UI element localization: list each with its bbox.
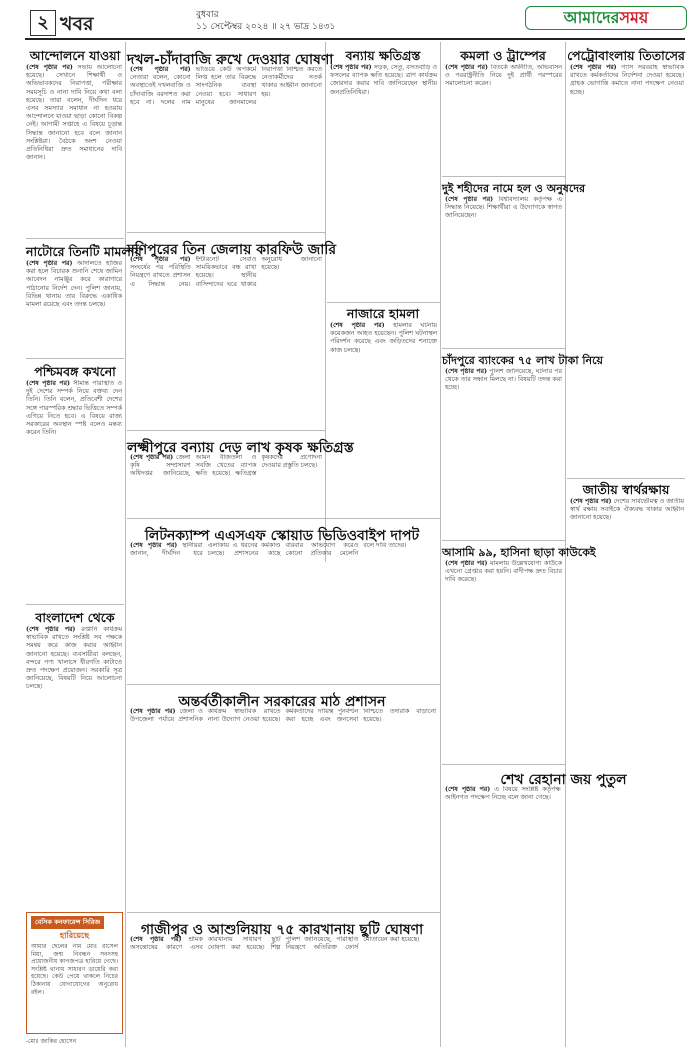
article-headline[interactable]: দখল-চাঁদাবাজি রুখে দেওয়ার ঘোষণা [127,52,334,68]
article-separator [327,302,440,303]
article-separator [26,358,124,359]
article-body [130,542,436,680]
article-text: জেলা কৃষি সম্প্রসারণ অধিদপ্তর জানিয়েছে, আমন বীজতলা ও সবজি খেতের ব্যাপক ক্ষতি হয়েছে। ক্ষতিগ্রস্ত কৃষকদের প্রণোদনা দেওয়ার প্রস্তুতি চলছে। [130,454,322,478]
article-body [330,322,437,512]
article-body [130,66,322,226]
notice-heading: হারিয়েছে [59,931,90,940]
article-text: হামলার ঘটনায় কয়েকজন আহত হয়েছেন। পুলিশ ঘটনাস্থল পরিদর্শন করেছে এবং জড়িতদের শনাক্তে কাজ চলছে। [330,322,437,354]
notice-box [26,912,123,1034]
issue-date-line: ১১ সেপ্টেম্বর ২০২৪ ॥ ২৭ ভাদ্র ১৪৩১ [196,22,336,32]
article-body [445,560,562,760]
article-separator [127,232,325,233]
masthead [0,0,700,42]
article-headline[interactable]: নাজারে হামলা [346,306,420,321]
article-separator [127,430,325,431]
article-lead: (শেষ পৃষ্ঠার পর) [130,256,191,263]
article-body [130,454,322,514]
article-body [130,936,436,1044]
article-body [26,380,122,602]
article-text: রপ্তানি কার্যক্রম স্বাভাবিক রাখতে সংশ্লিষ্ট সব পক্ষকে সমন্বয় করে কাজ করার আহ্বান জানানো হয়েছে। ব্যবসায়ীরা বলছেন, বন্দরে পণ্য খালাসে ধীরগতি কাটাতে দ্রুত পদক্ষেপ প্রয়োজন। সরকারি সূত্র জানিয়েছে, বিষয়টি নিয়ে আলোচনা চলছে। [26,626,122,691]
column-divider [325,42,326,562]
article-separator [442,540,565,541]
article-headline[interactable]: চাঁদপুরে ব্যাংকের ৭৫ লাখ টাকা নিয়ে [442,354,603,367]
issue-day: বুধবার [196,10,219,20]
article-text: সংঘর্ষের পর পরিস্থিতি নিয়ন্ত্রণে রাখতে প্রশাসন এ সিদ্ধান্ত নেয়। ইন্টারনেট সেবাও সাময়িকভাবে বন্ধ রাখা হয়েছে। স্থানীয় বাসিন্দাদের ঘরে থাকার অনুরোধ জানানো হয়েছে। [130,256,322,288]
logo-right: সময় [619,8,649,27]
article-text: আদালতে হাজির করা হলে বিচারক শুনানি শেষে জামিন আবেদন নামঞ্জুর করে কারাগারে পাঠানোর নির্দেশ দেন। পুলিশ জানায়, বিভিন্ন থানায় তার বিরুদ্ধে একাধিক মামলা রয়েছে এবং তদন্ত চলছে। [26,260,122,309]
article-text: জেলা ও উপজেলা পর্যায়ে প্রশাসনিক কার্যক্রম স্বাভাবিক রাখতে নানা উদ্যোগ নেওয়া হয়েছে। কর্মকর্তাদের দায়িত্ব পুনর্বণ্টন করা হচ্ছে এবং জনসেবা নিশ্চিতে তদারকি বাড়ানো হয়েছে। [130,708,436,724]
article-headline[interactable]: দুই শহীদের নামে হল ও অনুষদের [442,182,586,195]
article-headline[interactable]: বন্যায় ক্ষতিগ্রস্ত [345,48,421,63]
article-body [445,64,562,174]
article-headline[interactable]: আসামি ৯৯, হাসিনা ছাড়া কাউকেই [442,546,596,559]
article-separator [442,348,565,349]
column-divider [125,42,126,1047]
article-headline[interactable]: পশ্চিমবঙ্গ কখনো [34,364,116,379]
article-text: সড়ক, সেতু, বসতবাড়ি ও ফসলের ব্যাপক ক্ষতি হয়েছে। ত্রাণ কার্যক্রম জোরদার করার দাবি জানিয়েছেন স্থানীয় জনপ্রতিনিধিরা। [330,64,437,96]
article-lead: (শেষ পৃষ্ঠার পর) [330,322,385,329]
article-text: বিতর্কে অর্থনীতি, অভিবাসন ও পররাষ্ট্রনীতি নিয়ে দুই প্রার্থী পরস্পরের সমালোচনা করেন। [445,64,562,88]
article-separator [442,176,565,177]
article-body [570,64,684,476]
article-text: বিশ্ববিদ্যালয় কর্তৃপক্ষ এ সিদ্ধান্ত নিয়েছে। শিক্ষার্থীরা এ উদ্যোগকে স্বাগত জানিয়েছেন। [445,196,562,220]
article-text: সীমান্ত পরিস্থিতি ও দুই দেশের সম্পর্ক নিয়ে বক্তব্য দেন তিনি। তিনি বলেন, প্রতিবেশী দেশের সঙ্গে পারস্পরিক শ্রদ্ধার ভিত্তিতে সম্পর্ক এগিয়ে নিতে হবে। এ বিষয়ে রাজ্য সরকারের অবস্থান স্পষ্ট বলেও মন্তব্য করেন তিনি। [26,380,122,437]
article-text: পুলিশ জানিয়েছে, ঘটনার পর থেকে তার সন্ধান মিলছে না। বিষয়টি তদন্ত করা হচ্ছে। [445,368,562,392]
article-headline[interactable]: নাটোরে তিনটি মামলায় [26,244,142,259]
article-headline[interactable]: কমলা ও ট্রাম্পের [460,48,546,63]
article-headline[interactable]: লক্ষ্মীপুরে বন্যায় দেড় লাখ কৃষক ক্ষতিগ্রস্ত [127,440,354,456]
article-headline[interactable]: মণিপুরের তিন জেলায় কারফিউ জারি [127,242,337,258]
article-text: মামলায় উল্লেখযোগ্য কাউকে এখনো গ্রেপ্তার করা হয়নি। বাদীপক্ষ দ্রুত বিচার দাবি করেছে। [445,560,562,584]
article-headline[interactable]: জাতীয় স্বার্থরক্ষায় [582,482,670,497]
article-lead: (শেষ পৃষ্ঠার পর) [130,542,178,549]
article-lead: (শেষ পৃষ্ঠার পর) [130,936,182,943]
article-body [330,64,437,300]
article-headline[interactable]: বাংলাদেশ থেকে [35,610,115,625]
article-body [26,64,122,238]
article-headline[interactable]: শেখ রেহানা জয় পুতুল [500,772,627,788]
article-lead: (শেষ পৃষ্ঠার পর) [570,64,617,71]
article-body [26,626,122,906]
article-lead: (শেষ পৃষ্ঠার পর) [26,260,73,267]
article-headline[interactable]: লিটনক্যাম্প এএসএফ স্কোয়াড ভিডিওবাইপ দাপট [144,528,420,544]
article-lead: (শেষ পৃষ্ঠার পর) [445,560,488,567]
article-lead: (শেষ পৃষ্ঠার পর) [26,626,76,633]
article-headline[interactable]: গাজীপুর ও আশুলিয়ায় ৭৫ কারখানায় ছুটি ঘোষণা [140,922,424,938]
masthead-rule [25,38,685,40]
notice-credit: -মোঃ জাকির হোসেন [26,1038,77,1045]
article-text: স্থানীয়রা জানান, দীর্ঘদিন ধরে এলাকায় এ ধরনের কর্মকাণ্ড চলছে। প্রশাসনের কাছে বারবার অভিযোগ করেও কোনো প্রতিকার মেলেনি বলে দাবি তাদের। [130,542,407,558]
article-lead: (শেষ পৃষ্ঠার পর) [26,380,70,387]
article-lead: (শেষ পৃষ্ঠার পর) [445,368,487,375]
article-lead: (শেষ পৃষ্ঠার পর) [130,454,174,461]
newspaper-logo[interactable] [525,6,687,30]
article-lead: (শেষ পৃষ্ঠার পর) [570,498,612,505]
column-divider [440,42,441,1047]
article-text: দেশের সার্বভৌমত্ব ও জাতীয় স্বার্থ রক্ষায় সবাইকে ঐক্যবদ্ধ থাকার আহ্বান জানানো হয়েছে। [570,498,684,522]
article-headline[interactable]: আন্দোলনে যাওয়া [29,48,121,63]
article-body [130,708,436,908]
article-lead: (শেষ পৃষ্ঠার পর) [445,64,488,71]
article-separator [567,478,685,479]
article-headline[interactable]: অন্তর্বর্তীকালীন সরকারের মাঠ প্রশাসন [178,694,386,710]
article-separator [127,912,440,913]
article-text: নেতারা বলেন, কোনো অবস্থাতেই দখলবাজি ও চাঁদাবাজি বরদাশত করা হবে না। দলের নাম ভাঙিয়ে কেউ অপকর্মে লিপ্ত হলে তার বিরুদ্ধে সাংগঠনিক ব্যবস্থা নেওয়া হবে। সাধারণ মানুষের জানমালের নিরাপত্তা নিশ্চিত করতে নেতাকর্মীদের সতর্ক থাকার আহ্বান জানানো হয়। [130,66,322,106]
logo-left: আমাদের [563,8,620,27]
article-body [445,786,682,1041]
article-text: এ বিষয়ে সংশ্লিষ্ট কর্তৃপক্ষ আইনগত পদক্ষেপ নিচ্ছে বলে জানা গেছে। [445,786,561,802]
article-text: সভায় আলোচনা হয়েছে। সেখানে শিক্ষার্থী ও অভিভাবকদের নিরাপত্তা, পরীক্ষার সময়সূচি ও নানা দাবি নিয়ে কথা বলা হয়েছে। তারা বলেন, দীর্ঘদিন ধরে এসব সমস্যার সমাধান না হওয়ায় আন্দোলনে যাওয়া ছাড়া কোনো বিকল্প নেই। আগামী সপ্তাহে এ বিষয়ে চূড়ান্ত সিদ্ধান্ত জানানো হবে বলে জানান সংশ্লিষ্টরা। বৈঠকে অংশ নেওয়া প্রতিনিধিরা দ্রুত সমাধানের দাবি জানান। [26,64,122,162]
article-lead: (শেষ পৃষ্ঠার পর) [130,66,191,73]
article-separator [127,518,440,519]
article-text: শ্রমিক অসন্তোষের কারণে এসব কারখানায় সাধারণ ছুটি ঘোষণা করা হয়েছে। শিল্প পুলিশ জানিয়েছে, পরিস্থিতি নিয়ন্ত্রণে অতিরিক্ত ফোর্স মোতায়েন করা হয়েছে। [130,936,420,952]
article-separator [442,764,565,765]
section-title: খবর [60,13,94,35]
article-lead: (শেষ পৃষ্ঠার পর) [130,708,176,715]
article-separator [127,684,440,685]
article-lead: (শেষ পৃষ্ঠার পর) [445,196,494,203]
article-body [445,196,562,346]
article-body [570,498,684,760]
notice-text: আমার ছেলের নাম মোঃ রাসেল মিয়া, জন্ম নিবন্ধন সনদসহ প্রয়োজনীয় কাগজপত্র হারিয়ে গেছে। সংশ্লিষ্ট থানায় সাধারণ ডায়েরি করা হয়েছে। কেউ পেয়ে থাকলে নিচের ঠিকানায় যোগাযোগের অনুরোধ রইল। [31,943,118,996]
article-lead: (শেষ পৃষ্ঠার পর) [445,786,491,793]
page-number: ২ [30,10,56,36]
article-separator [26,604,124,605]
article-lead: (শেষ পৃষ্ঠার পর) [330,64,372,71]
article-text: গ্যাস সরবরাহ স্বাভাবিক রাখতে কর্মকর্তাদের নির্দেশনা দেওয়া হয়েছে। গ্রাহক ভোগান্তি কমাতে নানা পদক্ষেপ নেওয়া হচ্ছে। [570,64,684,96]
notice-title: বেসিক কনফারেন্স সিরিজ [31,916,104,929]
article-body [445,368,562,536]
article-headline[interactable]: পেট্রোবাংলায় তিতাসের [567,48,685,63]
article-body [26,260,122,356]
article-separator [26,238,124,239]
issue-date [196,9,335,33]
article-lead: (শেষ পৃষ্ঠার পর) [26,64,73,71]
article-body [130,256,322,426]
